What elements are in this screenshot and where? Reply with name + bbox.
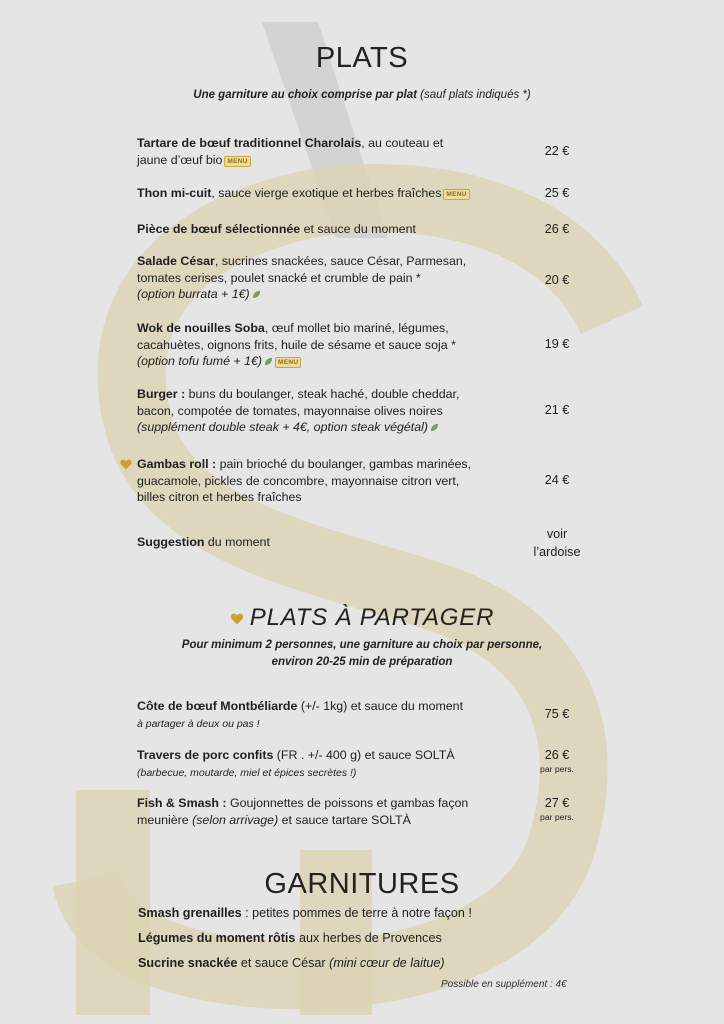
- price-piece-de-boeuf: 26 €: [544, 222, 570, 236]
- menu-badge: MENU: [224, 156, 250, 167]
- price-travers-de-porc: 26 € par pers.: [540, 748, 574, 774]
- garnitures-title: GARNITURES: [264, 868, 460, 900]
- price-fish-and-smash: 27 € par pers.: [540, 796, 574, 822]
- heart-icon: [230, 613, 244, 625]
- price-gambas-roll: 24 €: [544, 473, 570, 487]
- supplement-note: Possible en supplément : 4€: [441, 979, 567, 990]
- menu-item-gambas-roll: Gambas roll : pain brioché du boulanger, gambas marinées, guacamole, pickles de concombre, mayonnaise citron vert, billes citron et herbes fraîches: [137, 457, 472, 504]
- garniture-item-legumes: Légumes du moment rôtis aux herbes de Provences: [138, 931, 442, 945]
- menu-item-tartare: Tartare de bœuf traditionnel Charolais, au couteau et jaune d’œuf bio MENU: [137, 136, 444, 167]
- price-tartare: 22 €: [544, 144, 570, 158]
- price-thon: 25 €: [544, 186, 570, 200]
- price-suggestion: voir l’ardoise: [533, 527, 581, 559]
- menu-item-cote-de-boeuf: Côte de bœuf Montbéliarde (+/- 1kg) et sauce du moment à partager à deux ou pas !: [137, 699, 464, 730]
- menu-badge: MENU: [275, 357, 301, 368]
- menu-item-travers-de-porc: Travers de porc confits (FR . +/- 400 g) et sauce SOLTÀ (barbecue, moutarde, miel et épices secrètes !): [137, 748, 455, 779]
- plats-subtitle: Une garniture au choix comprise par plat (sauf plats indiqués *): [193, 89, 531, 101]
- price-burger: 21 €: [544, 403, 570, 417]
- leaf-icon: [264, 357, 273, 366]
- garniture-item-smash: Smash grenailles : petites pommes de terre à notre façon !: [138, 906, 472, 920]
- menu-item-fish-and-smash: Fish & Smash : Goujonnettes de poissons et gambas façon meunière (selon arrivage) et sauce tartare SOLTÀ: [137, 796, 469, 827]
- menu-item-salade-cesar: Salade César, sucrines snackées, sauce César, Parmesan, tomates cerises, poulet snacké et crumble de pain * (option burrata + 1€): [137, 254, 467, 301]
- leaf-icon: [252, 290, 261, 299]
- partager-subtitle: Pour minimum 2 personnes, une garniture au choix par personne, environ 20-25 min de préparation: [181, 639, 543, 668]
- garniture-item-sucrine: Sucrine snackée et sauce César (mini cœur de laitue): [138, 956, 445, 970]
- heart-icon: [120, 459, 132, 470]
- menu-badge: MENU: [443, 189, 469, 200]
- price-wok-soba: 19 €: [544, 337, 570, 351]
- menu-item-suggestion: Suggestion du moment: [137, 535, 270, 549]
- plats-title: PLATS: [315, 42, 409, 74]
- leaf-icon: [430, 423, 439, 432]
- menu-item-burger: Burger : buns du boulanger, steak haché, double cheddar, bacon, compotée de tomates, mayonnaise olives noires (supplément double steak + 4€, option steak végétal): [137, 387, 460, 434]
- price-salade-cesar: 20 €: [544, 273, 570, 287]
- menu-item-thon: Thon mi-cuit, sauce vierge exotique et herbes fraîches MENU: [137, 185, 527, 202]
- partager-title: PLATS À PARTAGER: [0, 604, 724, 632]
- price-cote-de-boeuf: 75 €: [544, 707, 570, 721]
- menu-item-piece-de-boeuf: Pièce de bœuf sélectionnée et sauce du moment: [137, 222, 416, 236]
- menu-item-wok-soba: Wok de nouilles Soba, œuf mollet bio mariné, légumes, cacahuètes, oignons frits, huile de sésame et sauce soja * (option tofu fumé + 1€) MENU: [137, 321, 456, 368]
